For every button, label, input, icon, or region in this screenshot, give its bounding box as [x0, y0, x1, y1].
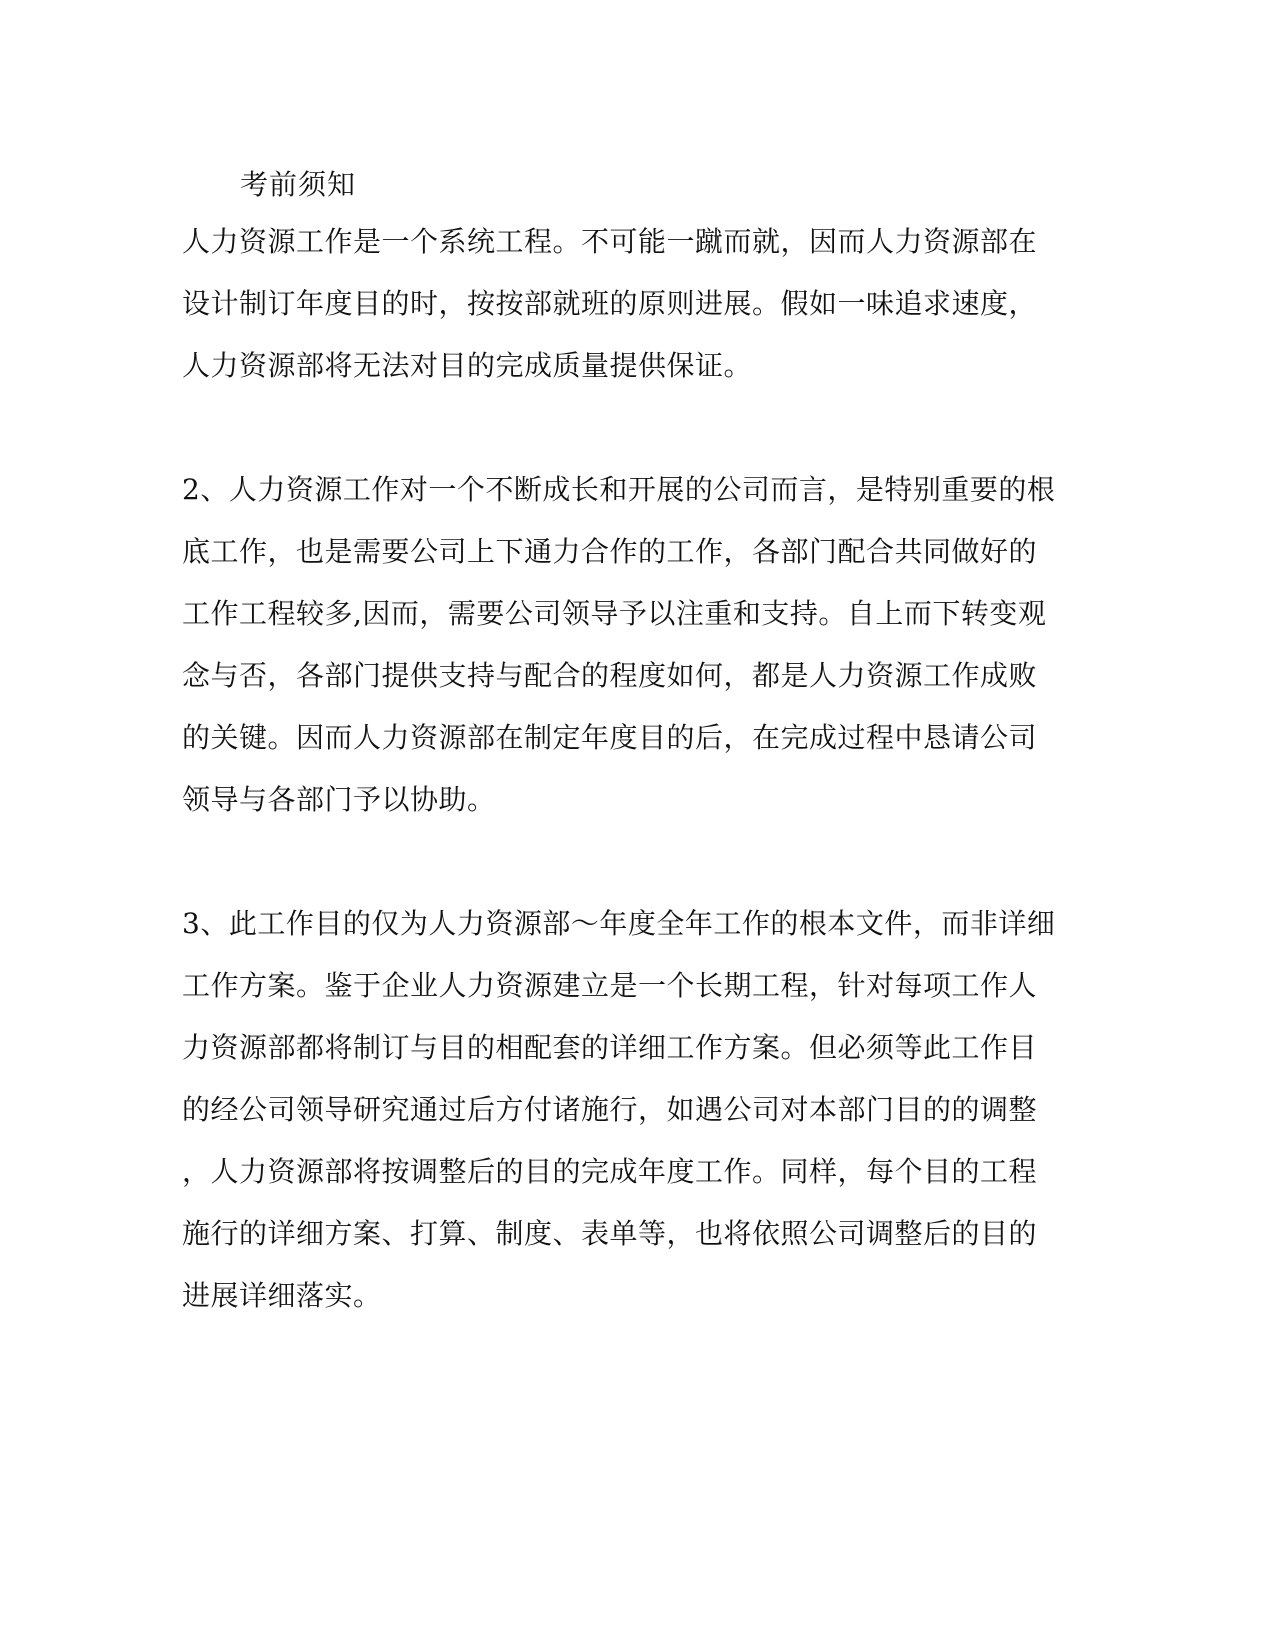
paragraph-line: 设计制订年度目的时，按按部就班的原则进展。假如一味追求速度， — [182, 287, 1038, 320]
paragraph-line: 念与否，各部门提供支持与配合的程度如何，都是人力资源工作成败 — [182, 659, 1038, 692]
paragraph-line: 的经公司领导研究通过后方付诸施行，如遇公司对本部门目的的调整 — [182, 1093, 1038, 1126]
paragraph-line: 2、人力资源工作对一个不断成长和开展的公司而言，是特别重要的根 — [182, 473, 1056, 506]
paragraph-line: 力资源部都将制订与目的相配套的详细工作方案。但必须等此工作目 — [182, 1031, 1038, 1064]
paragraph-line: 施行的详细方案、打算、制度、表单等，也将依照公司调整后的目的 — [182, 1217, 1038, 1250]
paragraph-line: 工作工程较多,因而，需要公司领导予以注重和支持。自上而下转变观 — [182, 597, 1047, 630]
document-heading: 考前须知 — [240, 168, 357, 201]
paragraph-line: ，人力资源部将按调整后的目的完成年度工作。同样，每个目的工程 — [182, 1155, 1038, 1188]
paragraph-line: 3、此工作目的仅为人力资源部～年度全年工作的根本文件，而非详细 — [182, 907, 1056, 940]
paragraph-line: 底工作，也是需要公司上下通力合作的工作，各部门配合共同做好的 — [182, 535, 1038, 568]
paragraph-line: 进展详细落实。 — [182, 1279, 382, 1312]
paragraph-line: 工作方案。鉴于企业人力资源建立是一个长期工程，针对每项工作人 — [182, 969, 1038, 1002]
paragraph-line: 人力资源工作是一个系统工程。不可能一蹴而就，因而人力资源部在 — [182, 225, 1038, 258]
paragraph-line: 的关键。因而人力资源部在制定年度目的后，在完成过程中恳请公司 — [182, 721, 1038, 754]
paragraph-line: 人力资源部将无法对目的完成质量提供保证。 — [182, 349, 753, 382]
paragraph-line: 领导与各部门予以协助。 — [182, 783, 496, 816]
